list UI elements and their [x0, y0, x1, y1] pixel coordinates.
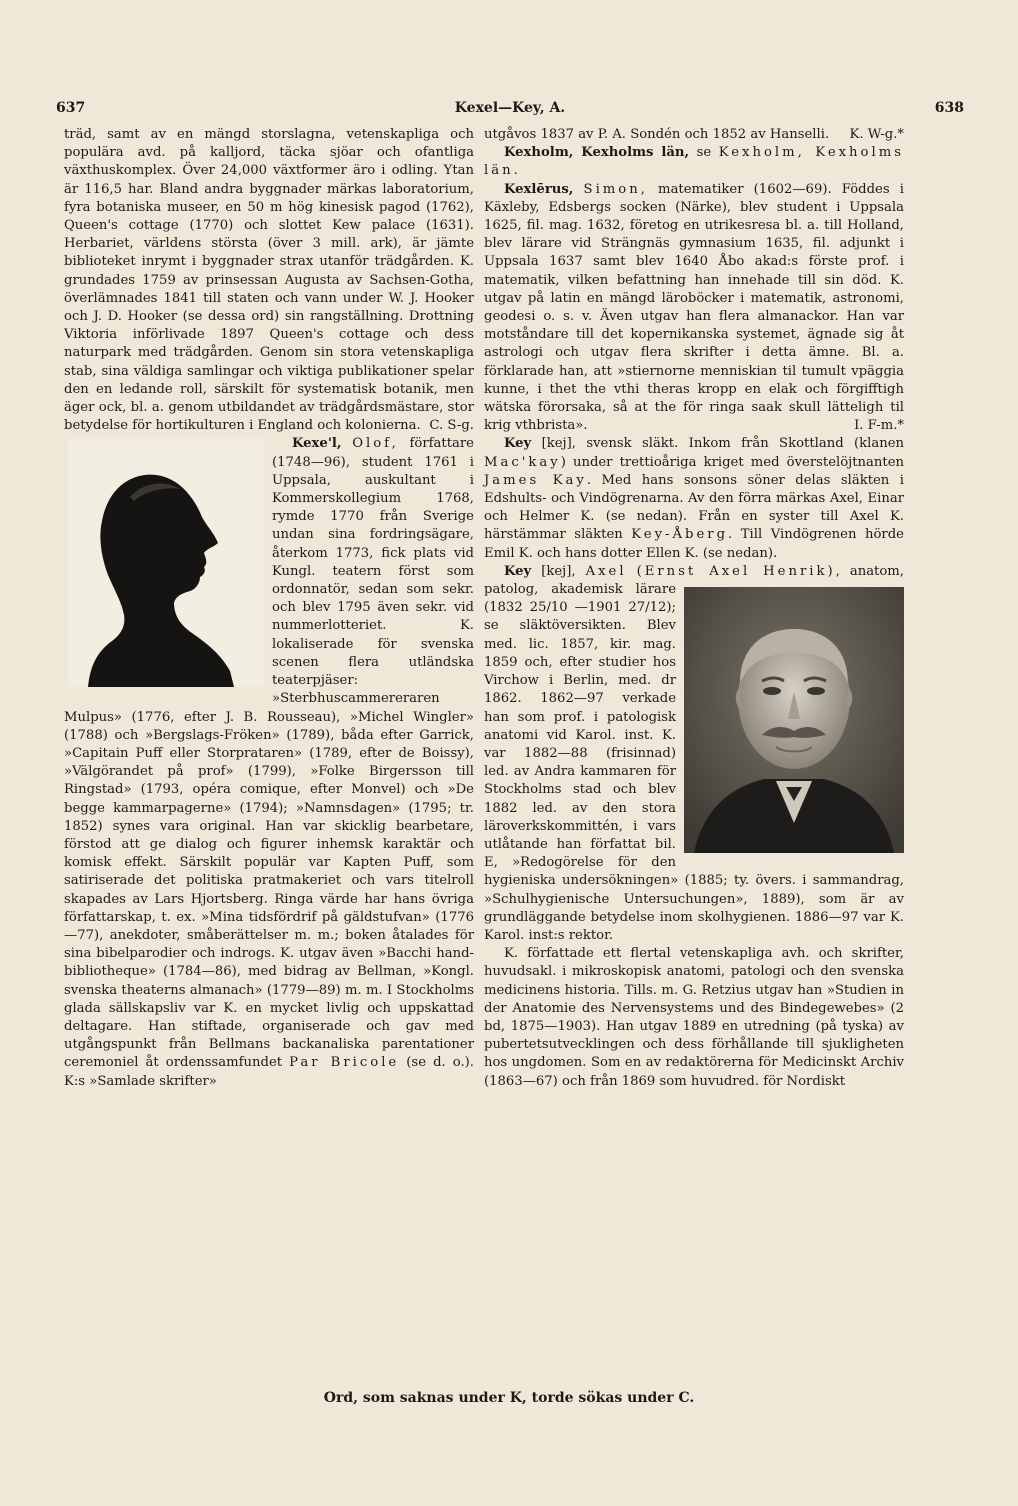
kexlerus-article: Kexlērus, Simon, matematiker (1602—69). Föddes i Käxleby, Edsbergs socken (Närke), blev student i Uppsala 1625, fil. mag. 1632, företog en utrikesresa bl. a. till Holland, blev lärare vid Strängnäs gymnasium 1635, fil. adjunkt i Uppsala 1637 samt blev 1640 Åbo akad:s förste prof. i matematik, vilken befattning han innehade till sin död. K. utgav på latin en mängd läroböcker i matematik, astronomi, geodesi o. s. v. Även utgav han flera almanackor. Han var motståndare till det kopernikanska systemet, ägnade sig åt astrologi och utgav flera skrifter i detta ämne. Bl. a. förklarade han, att »stiernorne menniskian til tumult vpäggia kunne, i thet the vthi theras kropp en elak och förgifftigh wätska förorsaka, så at the för ringa saak skull lätteligh til krig vthbrista». I. F-m.*: [484, 181, 904, 436]
entry-headword: Kexholm, Kexholms län,: [504, 145, 690, 161]
page-header: [56, 100, 964, 124]
entry-headword: Key: [504, 563, 532, 579]
entry-given-name: Axel: [585, 563, 627, 579]
right-column: [484, 126, 904, 1091]
entry-given-name: Simon,: [583, 181, 648, 197]
left-column: [64, 126, 474, 1091]
entry-headword: Kexe'l,: [292, 436, 342, 452]
entry-headword: Key: [504, 436, 532, 452]
key-axel-article-continued: K. författade ett flertal vetenskapliga avh. och skrifter, huvudsakl. i mikroskopisk anatomi, patologi och den svenska medicinens historia. Tills. m. G. Retzius utgav han »Studien in der Anatomie des Nervensystems und des Bindegewebes» (2 bd, 1875—1903). Han utgav 1889 en utredning (på tyska) av pubertetsutvecklingen och dess förhållande till sjukligheten hos ungdomen. Som en av redaktörerna för Medicinskt Archiv (1863—67) och från 1869 som huvudred. för Nordiskt: [484, 946, 904, 1089]
key-axel-article: Key [kej], Axel (Ernst Axel Henrik) , anatom, patolog, akademisk lärare (1832 25/10 —1901 27/12); se släktöversikten. Blev med. lic. 1857, kir. mag. 1859 och, efter studier hos Virchow i Berlin, med. dr 1862. 1862—97 verkade han som prof. i patologisk anatomi vid Karol. inst. K. var 1882—88 (frisinnad) led. av Andra kammaren för Stockholms stad och blev 1882 led. av den stora läroverkskommittén, i vars utlåtande han författat bil. E, »Redogörelse för den hygieniska undersökningen» (1885; ty. övers. i sammandrag, »Schulhygienische Untersuchungen», 1889), som är av grundläggande betydelse inom skolhygienen. 1886—97 var K. Karol. inst:s rektor.: [484, 563, 904, 943]
kexel-article-end: utgåvos 1837 av P. A. Sondén och 1852 av Hanselli. K. W-g.*: [484, 126, 904, 144]
running-head: Kexel—Key, A.: [454, 100, 566, 116]
page-number-left: 637: [56, 100, 86, 116]
entry-given-name: Olof,: [352, 436, 399, 452]
cross-reference: Kexholm, Kexholms län.: [484, 145, 904, 179]
page-number-right: 638: [934, 100, 964, 116]
kew-article-end: träd, samt av en mängd storslagna, vetenskapliga och populära avd. på kalljord, täcka sjöar och ofantliga växthuskomplex. Över 24,000 växtformer äro i odling. Ytan är 116,5 har. Bland andra byggnader märkas laboratorium, fyra botaniska museer, en 50 m hög kinesisk pagod (1762), Queen's cottage (1770) och slottet Kew palace (1631). Herbariet, världens största (över 3 mill. ark), är jämte biblioteket inrymt i byggnader strax utanför trädgården. K. grundades 1759 av prinsessan Augusta av Sachsen-Gotha, överlämnades 1841 till staten och vann under W. J. Hooker och J. D. Hooker (se dessa ord) sin rangställning. Drottning Viktoria införlivade 1897 Queen's cottage och dess naturpark med trädgården. Genom sin stora vetenskapliga stab, sina väldiga samlingar och viktiga publikationer spelar den en ledande roll, särskilt för systematisk botanik, men äger ock, bl. a. genom utbildandet av trädgårdsmästare, stor betydelse för hortikulturen i England och kolonierna. C. S-g.: [64, 126, 474, 435]
kexel-article: Kexe'l, Olof, författare (1748—96), student 1761 i Uppsala, auskultant i Kommerskollegium 1768, rymde 1770 från Sverige undan sina fordringsägare, återkom 1773, fick plats vid Kungl. teatern först som ordonnatör, sedan som sekr. och blev 1795 även sekr. vid nummerlotteriet. K. lokaliserade för svenska scenen flera utländska teaterpjäser: »Sterbhuscammereraren Mulpus» (1776, efter J. B. Rousseau), »Michel Wingler» (1788) och »Bergslags-Fröken» (1789), båda efter Garrick, »Capitain Puff eller Storprataren» (1789, efter de Boissy), »Välgörandet på prof» (1799), »Folke Birgersson till Ringstad» (1793, opéra comique, efter Monvel) och »De begge kammarpagerne» (1794); »Namnsdagen» (1795; tr. 1852) synes vara original. Han var skicklig bearbetare, förstod att ge dialog och figurer inhemsk karaktär och komisk effekt. Särskilt populär var Kapten Puff, som satiriserade det politiska pratmakeriet och vars titelroll skapades av Lars Hjortsberg. Ringa värde har hans övriga författarskap, t. ex. »Mina tidsfördrif på gäldstufvan» (1776—77), anekdoter, småberättelser m. m.; boken åtalades för sina bibelparodier och indrogs. K. utgav även »Bacchi hand-bibliotheque» (1784—86), med bidrag av Bellman, »Kongl. svenska theaterns almanach» (1779—89) m. m. I Stockholms glada sällskapsliv var K. en mycket livlig och uppskattad deltagare. Han stiftade, organiserade och gav med utgångspunkt från Bellmans backanaliska parentationer ceremoniel åt ordenssamfundet Par Bricole (se d. o.). K:s »Samlade skrifter»: [64, 436, 474, 1089]
order-name: Par Bricole: [289, 1055, 400, 1071]
key-family-article: Key [kej], svensk släkt. Inkom från Skottland (klanen Mac'kay) under trettioåriga kriget med överstelöjtnanten James Kay. Med hans sonsons söner delas släkten i Edshults- och Vindögrenarna. Av den förra märkas Axel, Einar och Helmer K. (se nedan). Från en syster till Axel K. härstämmar släkten Key-Åberg. Till Vindögrenen hörde Emil K. och hans dotter Ellen K. (se nedan).: [484, 436, 904, 561]
author-signature: I. F-m.*: [854, 418, 904, 434]
author-signature: K. W-g.*: [849, 127, 904, 142]
author-signature: C. S-g.: [429, 418, 474, 434]
axel-key-portrait: [684, 587, 904, 853]
page-footer-note: Ord, som saknas under K, torde sökas under C.: [323, 1390, 695, 1406]
entry-headword: Kexlērus,: [504, 181, 574, 197]
kexel-silhouette-image: [68, 439, 264, 687]
kexholm-article: Kexholm, Kexholms län, se Kexholm, Kexholms län.: [484, 145, 904, 179]
